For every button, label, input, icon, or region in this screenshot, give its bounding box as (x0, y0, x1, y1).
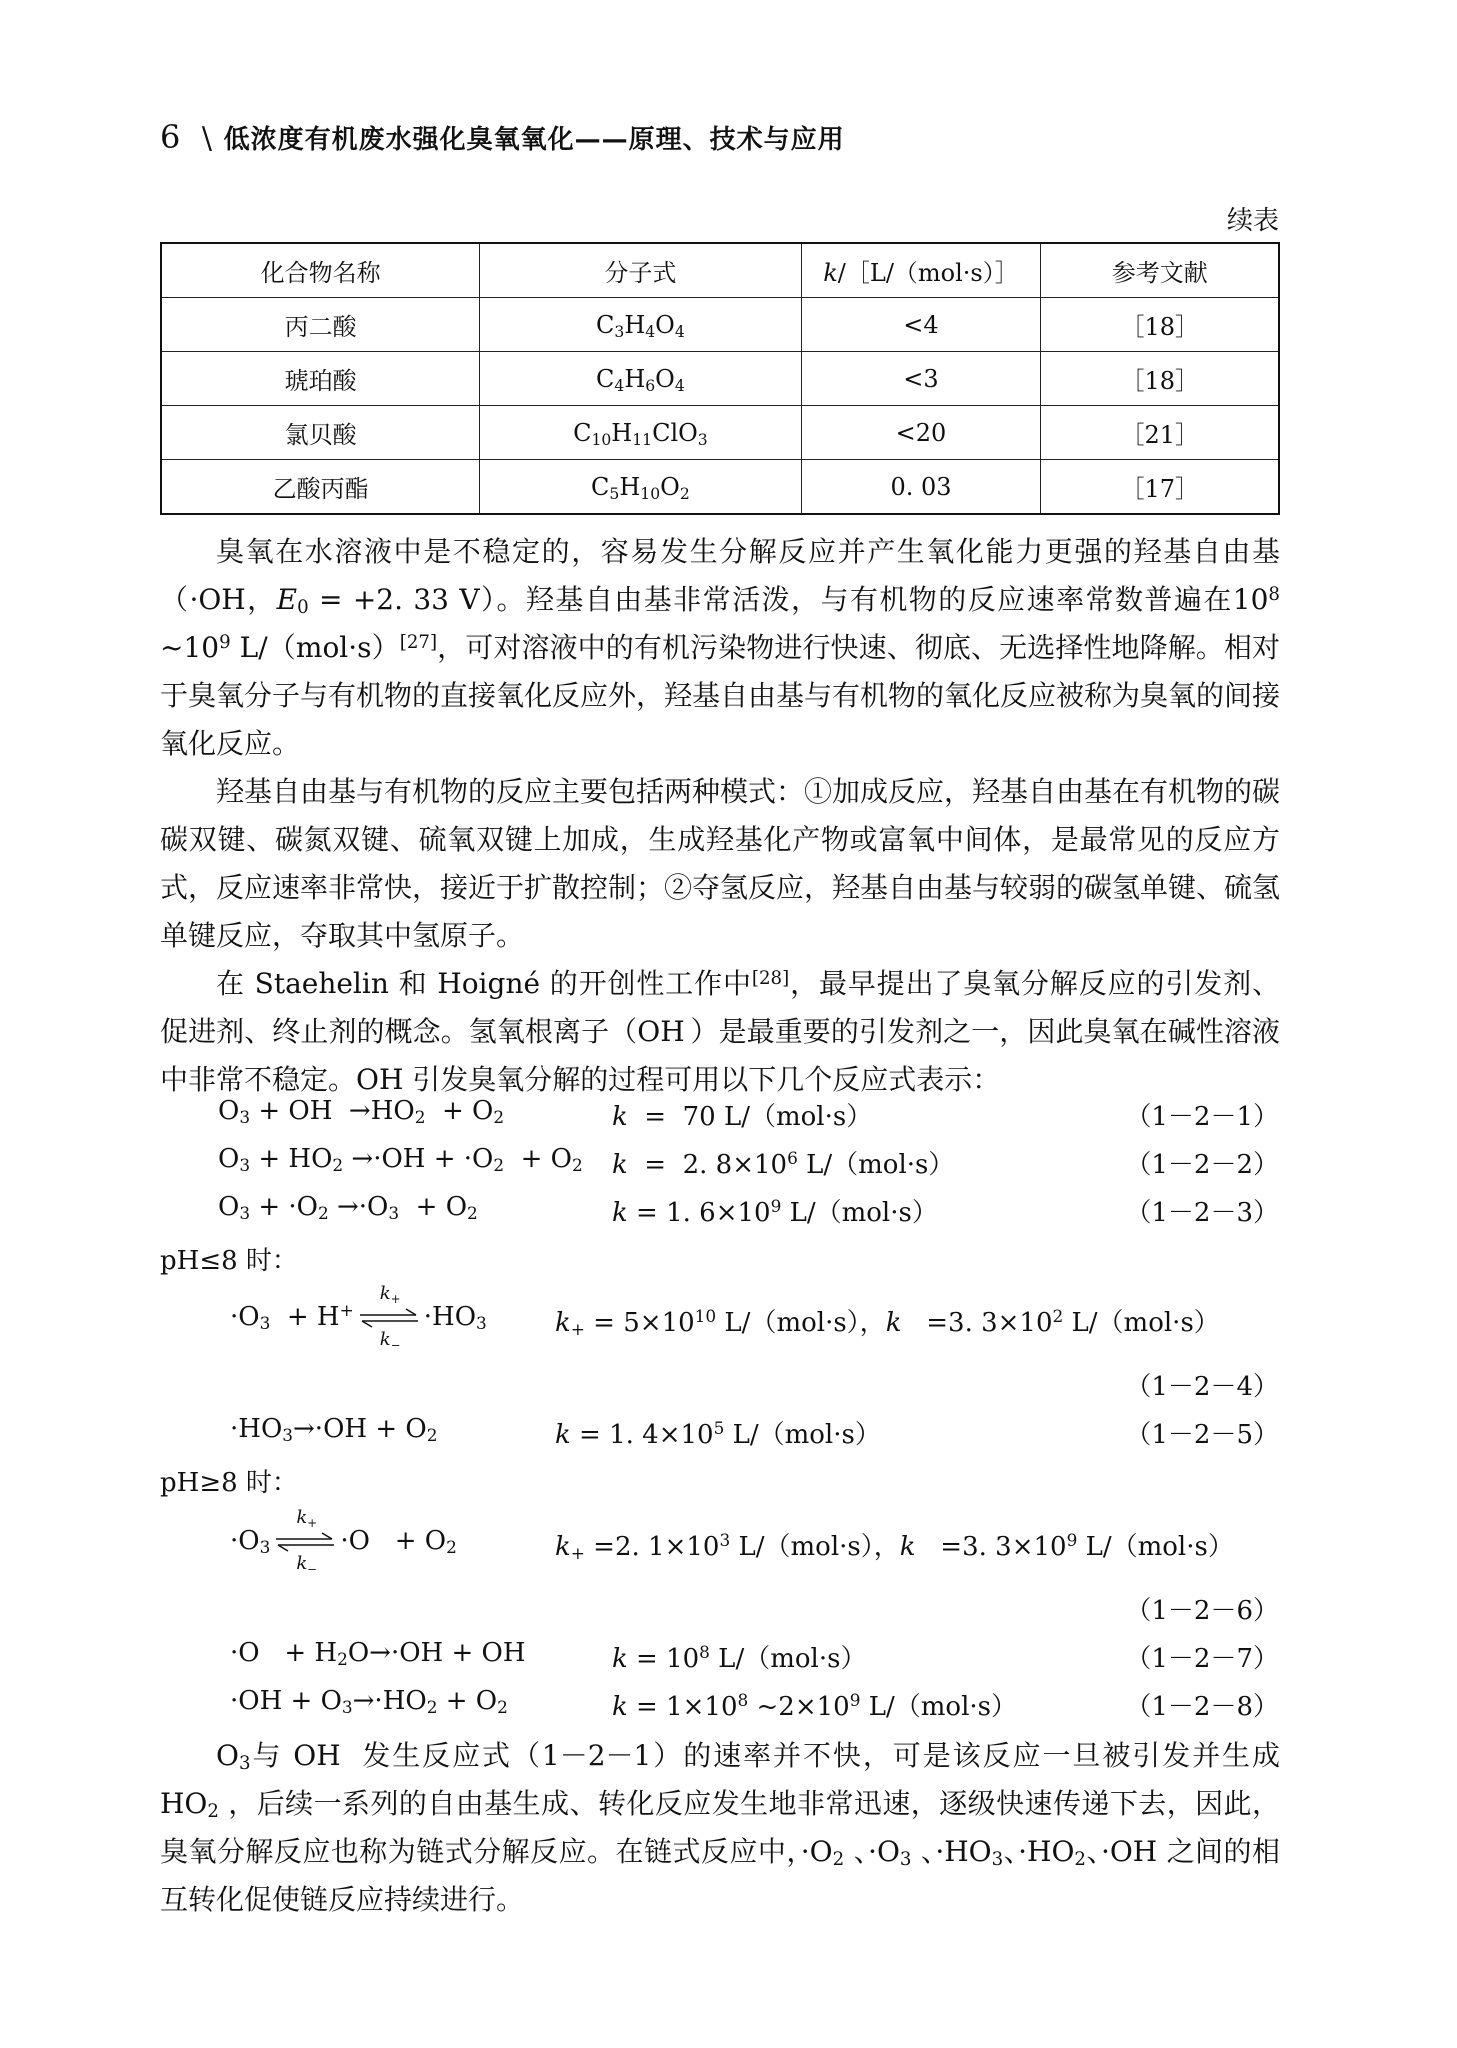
reference: ［18］ (1041, 298, 1279, 352)
table-continued-label: 续表 (1226, 206, 1279, 236)
equation-8-rate: $k = 1\times 10^8$ $\sim 2\times 10^9$ L/（mol·s） (612, 1690, 1017, 1722)
equation-3-reaction: $O_3 + \cdot O_2 \to\cdot O_3 + O_2$ (218, 1192, 478, 1223)
paragraph-4: $O_3$与 OH 发生反应式（1－2－1）的速率并不快，可是该反应一旦被引发并生成 $HO_2$ ，后续一系列的自由基生成、转化反应发生地非常迅速，逐级快速传递下去，因此，臭氧分解反应也称为链式分解反应。在链式反应中，$\cdot O_2$ 、$\cdot O_3$ 、$\cdot HO_3$、$\cdot HO_2$、·OH 之间的相互转化促使链反应持续进行。 (160, 1739, 1280, 1916)
equation-2-reaction: $O_3 + HO_2 \to\cdot OH + \cdot O_2 + O_2$ (218, 1144, 583, 1175)
formula: $C_4H_6O_4$ (480, 352, 801, 406)
equation-3-rate: k = 1. $6\times 10^9$ L/（mol·s） (612, 1196, 938, 1228)
header-compound: 化合物名称 (161, 243, 480, 298)
equation-4-number: （1－2－4） (1125, 1372, 1279, 1402)
equation-5-number: （1－2－5） (1125, 1420, 1279, 1450)
table-row (161, 460, 1279, 515)
reference: ［17］ (1041, 460, 1279, 515)
equation-1-rate: k = 70 L/（mol·s） (612, 1102, 873, 1132)
equation-7-reaction: $\cdot O + H_2O\to\cdot OH$ + OH (230, 1638, 526, 1669)
header-formula: 分子式 (480, 243, 801, 298)
equation-6-rate: $k_+ =2$. $1\times 10^3$ L/（mol·s），k =3. $3\times 10^9$ L/（mol·s） (555, 1530, 1234, 1563)
equilibrium-arrow-icon: $k_+$ $k_-$ (358, 1307, 420, 1329)
formula: $C_{10}H_{11}ClO_3$ (480, 406, 801, 460)
equation-1-reaction: $O_3$ + OH $\to HO_2 + O_2$ (218, 1096, 505, 1127)
equation-7-rate: $k = 10^8$ L/（mol·s） (612, 1642, 867, 1674)
compound-name: 乙酸丙酯 (161, 460, 480, 515)
page-number: 6 (160, 118, 182, 156)
reference: ［18］ (1041, 352, 1279, 406)
header-k: k/［L/（mol·s）］ (801, 243, 1041, 298)
rate-k: <3 (801, 352, 1041, 406)
equation-8-reaction: $\cdot OH + O_3\to\cdot HO_2 + O_2$ (230, 1686, 508, 1717)
compound-name: 琥珀酸 (161, 352, 480, 406)
rate-k: 0. 03 (801, 460, 1041, 515)
formula: $C_3H_4O_4$ (480, 298, 801, 352)
equation-1-number: （1－2－1） (1125, 1102, 1279, 1132)
book-title: 低浓度有机废水强化臭氧氧化——原理、技术与应用 (223, 125, 845, 155)
equation-3-number: （1－2－3） (1125, 1198, 1279, 1228)
formula: $C_5H_{10}O_2$ (480, 460, 801, 515)
equation-7-number: （1－2－7） (1125, 1644, 1279, 1674)
equation-2-rate: k = 2. $8\times 10^6$ L/（mol·s） (612, 1148, 955, 1180)
compound-name: 丙二酸 (161, 298, 480, 352)
paragraph-3: 在 Staehelin 和 Hoigné 的开创性工作中[28]，最早提出了臭氧分解反应的引发剂、促进剂、终止剂的概念。氢氧根离子（OH ）是最重要的引发剂之一，因此臭氧在碱性溶液中非常不稳定。OH 引发臭氧分解的过程可用以下几个反应式表示： (160, 967, 1280, 1096)
equation-5-reaction: $\cdot HO_3\to\cdot OH + O_2$ (230, 1414, 438, 1445)
running-header (160, 118, 845, 156)
condition-ph-low: pH≤8 时： (160, 1246, 298, 1276)
compound-name: 氯贝酸 (161, 406, 480, 460)
paragraph-2: 羟基自由基与有机物的反应主要包括两种模式：①加成反应，羟基自由基在有机物的碳碳双键、碳氮双键、硫氧双键上加成，生成羟基化产物或富氧中间体，是最常见的反应方式，反应速率非常快，接近于扩散控制；②夺氢反应，羟基自由基与较弱的碳氢单键、硫氢单键反应，夺取其中氢原子。 (160, 775, 1281, 952)
equilibrium-arrow-icon: $k_+$ $k_-$ (274, 1531, 336, 1553)
header-reference: 参考文献 (1041, 243, 1279, 298)
equation-2-number: （1－2－2） (1125, 1150, 1279, 1180)
equation-6-reaction: $\cdot O_3$ $k_+$ $k_-$ $\cdot O + O_2$ (230, 1507, 457, 1576)
table-row (161, 352, 1279, 406)
table-row (161, 298, 1279, 352)
condition-ph-high: pH≥8 时： (160, 1468, 298, 1498)
paragraph-1: 臭氧在水溶液中是不稳定的，容易发生分解反应并产生氧化能力更强的羟基自由基（·OH，$E_0 = +2$. 33 V）。羟基自由基非常活泼，与有机物的反应速率常数普遍在$10^8$ $\sim 10^9$ L/（mol·s）[27]，可对溶液中的有机污染物进行快速、彻底、无选择性地降解。相对于臭氧分子与有机物的直接氧化反应外，羟基自由基与有机物的氧化反应被称为臭氧的间接氧化反应。 (160, 535, 1281, 760)
table-row (161, 406, 1279, 460)
rate-k: <20 (801, 406, 1041, 460)
rate-k: <4 (801, 298, 1041, 352)
equation-5-rate: k = 1. $4\times 10^5$ L/（mol·s） (555, 1418, 881, 1450)
rate-constant-table (160, 242, 1280, 515)
equation-4-reaction: $\cdot O_3 + H^+$ $k_+$ $k_-$ $\cdot HO_3$ (230, 1283, 487, 1352)
equation-6-number: （1－2－6） (1125, 1596, 1279, 1626)
equation-8-number: （1－2－8） (1125, 1692, 1279, 1722)
equation-4-rate: $k_+ = 5\times 10^{10}$ L/（mol·s），k =3. $3\times 10^2$ L/（mol·s） (555, 1306, 1220, 1339)
reference: ［21］ (1041, 406, 1279, 460)
header-separator: \ (201, 121, 214, 156)
table-header-row (161, 243, 1279, 298)
